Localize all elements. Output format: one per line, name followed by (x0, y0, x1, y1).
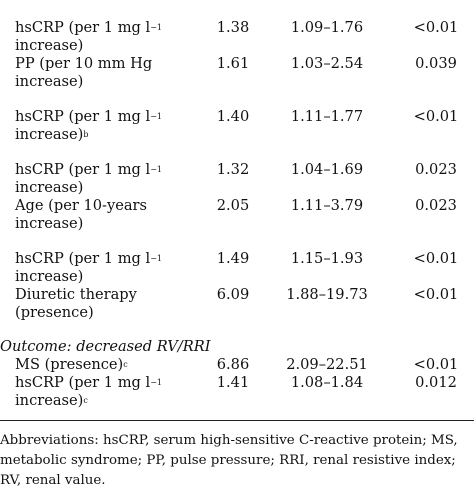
row-3-p-value: <0.01 (413, 108, 459, 125)
row-7-label-line-2: (presence) (15, 304, 94, 321)
row-1-label-line-2: increase) (15, 37, 84, 54)
row-5-label-line-1: Age (per 10-years (15, 197, 147, 214)
row-1-label-line-1: hsCRP (per 1 mg $l^{-1}$ (15, 19, 162, 36)
row-4-odds-ratio: 1.32 (216, 161, 250, 178)
row-4-label-line-2: increase) (15, 179, 84, 196)
row-2-p-value: 0.039 (415, 55, 457, 72)
row-7-ci: 1.88–19.73 (286, 286, 368, 303)
footnote-line-1: Abbreviations: hsCRP, serum high-sensitive C-reactive protein; MS, (0, 433, 458, 448)
row-8-odds-ratio: 6.86 (216, 356, 250, 373)
row-1-p-value: <0.01 (413, 19, 459, 36)
row-2-label-line-1: PP (per 10 mm Hg (15, 55, 153, 72)
row-9-ci: 1.08–1.84 (290, 374, 364, 391)
row-6-odds-ratio: 1.49 (216, 250, 250, 267)
footnote-line-2: metabolic syndrome; PP, pulse pressure; RRI, renal resistive index; (0, 453, 456, 468)
row-6-ci: 1.15–1.93 (290, 250, 364, 267)
row-9-label-line-2: increase)$^c$ (15, 392, 88, 409)
row-5-ci: 1.11–3.79 (290, 197, 364, 214)
row-3-label-line-1: hsCRP (per 1 mg $l^{-1}$ (15, 108, 162, 125)
row-8-ci: 2.09–22.51 (286, 356, 368, 373)
row-4-ci: 1.04–1.69 (290, 161, 364, 178)
row-5-p-value: 0.023 (415, 197, 457, 214)
row-3-ci: 1.11–1.77 (290, 108, 364, 125)
footnote-line-3: RV, renal value. (0, 473, 106, 488)
row-2-odds-ratio: 1.61 (216, 55, 250, 72)
row-9-label-line-1: hsCRP (per 1 mg $l^{-1}$ (15, 374, 162, 391)
row-7-p-value: <0.01 (413, 286, 459, 303)
outcome-heading: Outcome: decreased RV/RRI (0, 338, 211, 355)
row-1-odds-ratio: 1.38 (216, 19, 250, 36)
row-3-odds-ratio: 1.40 (216, 108, 250, 125)
row-2-label-line-2: increase) (15, 73, 84, 90)
row-9-p-value: 0.012 (415, 374, 457, 391)
row-3-label-line-2: increase)$^b$ (15, 126, 89, 143)
row-6-label-line-2: increase) (15, 268, 84, 285)
row-6-label-line-1: hsCRP (per 1 mg $l^{-1}$ (15, 250, 162, 267)
row-7-odds-ratio: 6.09 (216, 286, 250, 303)
row-6-p-value: <0.01 (413, 250, 459, 267)
row-4-p-value: 0.023 (415, 161, 457, 178)
table-bottom-rule (0, 420, 474, 421)
row-2-ci: 1.03–2.54 (290, 55, 364, 72)
row-7-label-line-1: Diuretic therapy (15, 286, 137, 303)
row-4-label-line-1: hsCRP (per 1 mg $l^{-1}$ (15, 161, 162, 178)
row-8-p-value: <0.01 (413, 356, 459, 373)
row-5-odds-ratio: 2.05 (216, 197, 250, 214)
row-9-odds-ratio: 1.41 (216, 374, 250, 391)
row-8-label-line-1: MS (presence)$^c$ (15, 356, 128, 373)
row-5-label-line-2: increase) (15, 215, 84, 232)
row-1-ci: 1.09–1.76 (290, 19, 364, 36)
